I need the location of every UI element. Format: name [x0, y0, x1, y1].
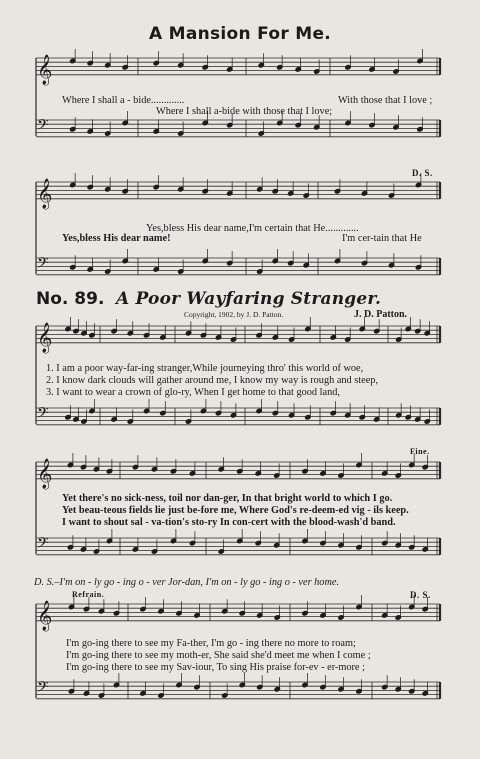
refrain-label: Refrain.	[72, 590, 105, 599]
lyric-line: Where I shall a-bide with those that I love;	[156, 106, 333, 117]
refrain-line: I'm go-ing there to see my moth-er, She said she'd meet me when I come ;	[66, 650, 371, 661]
fine-marking: Fine.	[410, 447, 430, 456]
bass-clef-icon: 𝄢	[37, 404, 49, 426]
lyric-line: Yes,bless His dear name,I'm certain that He.............	[146, 223, 359, 234]
copyright-notice: Copyright, 1902, by J. D. Patton.	[184, 310, 284, 319]
author-credit: J. D. Patton.	[354, 309, 408, 320]
lyric-line: Yes,bless His dear name!	[62, 233, 171, 244]
bass-clef-icon: 𝄢	[37, 534, 49, 556]
verse-line: Yet there's no sick-ness, toil nor dan-ger, In that bright world to which I go.	[62, 493, 393, 504]
verse-line: 2. I know dark clouds will gather around me, I know my way is rough and steep,	[46, 375, 379, 386]
ds-marking: D. S.	[410, 590, 431, 600]
treble-clef-icon: 𝄞	[37, 54, 53, 85]
song-title-mansion: A Mansion For Me.	[148, 24, 332, 44]
refrain-line: I'm go-ing there to see my Sav-iour, To sing His praise for-ev - er-more ;	[66, 662, 365, 673]
treble-clef-icon: 𝄞	[37, 458, 53, 489]
verse-line: 3. I want to wear a crown of glo-ry, When I get home to that good land,	[46, 387, 340, 398]
song-title-wayfaring: A Poor Wayfaring Stranger.	[116, 289, 382, 309]
bass-clef-icon: 𝄢	[37, 678, 49, 700]
verse-line: 1. I am a poor way-far-ing stranger,While journeying thro' this world of woe,	[46, 363, 364, 374]
verse-line: I want to shout sal - va-tion's sto-ry In con-cert with the blood-wash'd band.	[62, 517, 396, 528]
treble-clef-icon: 𝄞	[37, 600, 53, 631]
hymn-number: No. 89.	[36, 289, 105, 309]
bass-clef-icon: 𝄢	[37, 116, 49, 138]
lyric-line: Where I shall a - bide.............	[62, 95, 185, 106]
refrain-line: I'm go-ing there to see my Fa-ther, I'm go - ing there no more to roam;	[66, 638, 356, 649]
treble-clef-icon: 𝄞	[37, 322, 53, 353]
treble-clef-icon: 𝄞	[37, 178, 53, 209]
bass-clef-icon: 𝄢	[37, 254, 49, 276]
verse-line: Yet beau-teous fields lie just be-fore me, Where God's re-deem-ed vig - ils keep.	[62, 505, 409, 516]
lyric-line: With those that I love ;	[338, 95, 433, 106]
ds-marking: D. S.	[412, 168, 433, 178]
lyric-line: I'm cer-tain that He	[342, 233, 422, 244]
ds-lyric-line: D. S.–I'm on - ly go - ing o - ver Jor-dan, I'm on - ly go - ing o - ver home.	[34, 577, 340, 588]
